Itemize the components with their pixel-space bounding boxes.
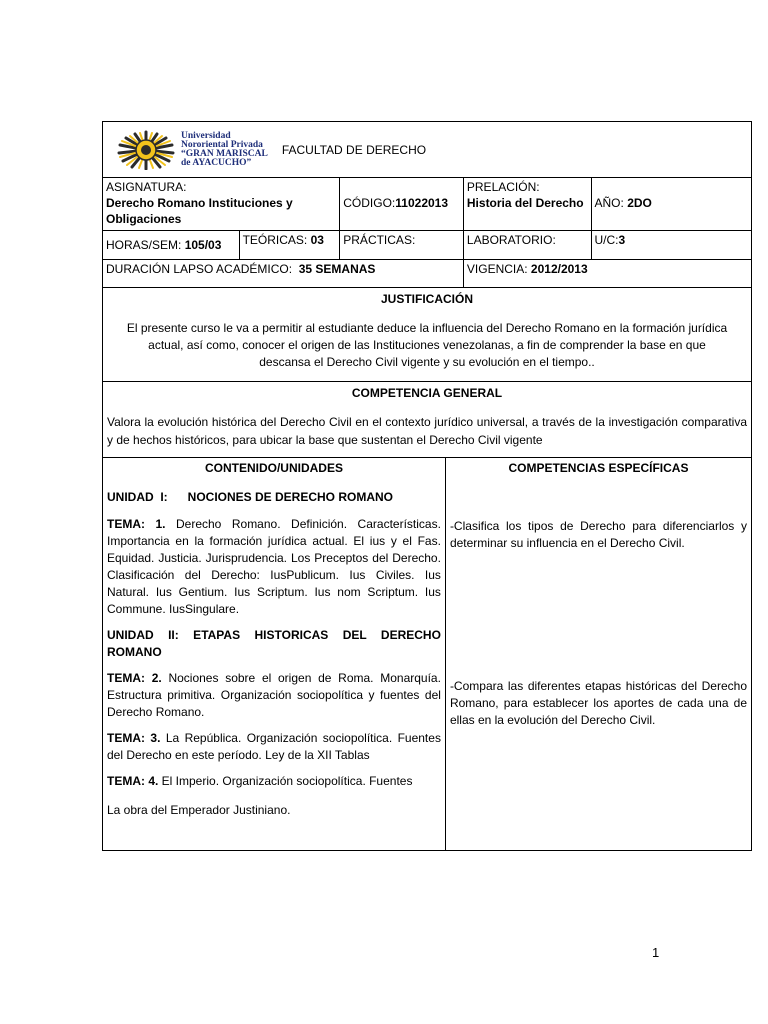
topic-1 (107, 516, 441, 618)
duracion-cell (103, 260, 463, 287)
duration-row (102, 259, 752, 287)
uc-cell (591, 231, 752, 259)
uc-label: U/C: (594, 233, 619, 247)
justification-cell (103, 288, 751, 381)
specific-competences-title: COMPETENCIAS ESPECÍFICAS (508, 461, 689, 475)
content-units-title: CONTENIDO/UNIDADES (204, 461, 343, 475)
teoricas-value: 03 (310, 233, 324, 247)
topic-1-text: Derecho Romano. Definición. Características. Importancia en la formación jurídica actual. El ius y el Fas. Equidad. Justicia. Jurisprudencia. Los Preceptos del Derecho. Clasificación del Derecho: IusPublicum. Ius Civiles. Ius Natural. Ius Gentium. Ius Scriptum. Ius nom Scriptum. Ius Commune. IusSingulare. (107, 517, 441, 616)
codigo-value: 11022013 (395, 196, 449, 210)
justification-line: descansa el Derecho Civil vigente y su evolución en el tiempo.. (259, 355, 595, 369)
topic-2-label: TEMA: 2. (107, 671, 162, 685)
topic-2-text: Nociones sobre el origen de Roma. Monarquía. Estructura primitiva. Organización sociopolítica y fuentes del Derecho Romano. (107, 671, 441, 719)
duracion-label: DURACIÓN LAPSO ACADÉMICO: (106, 262, 293, 276)
uc-value: 3 (618, 233, 626, 247)
justification-section (102, 287, 752, 381)
topic-2 (107, 670, 441, 721)
content-section (102, 457, 752, 851)
ano-value: 2DO (627, 196, 652, 210)
topic-3 (107, 730, 441, 764)
ano-label: AÑO: (594, 196, 624, 210)
justification-title: JUSTIFICACIÓN (380, 292, 473, 306)
asignatura-label: ASIGNATURA: (106, 180, 187, 194)
specific-competence-1: -Clasifica los tipos de Derecho para diferenciarlos y determinar su influencia en el Derecho Civil. (449, 519, 747, 550)
practicas-cell (339, 231, 463, 259)
prelacion-value: Historia del Derecho (466, 196, 584, 210)
vigencia-value: 2012/2013 (530, 262, 588, 276)
horas-label: HORAS/SEM: (106, 238, 182, 252)
laboratorio-cell (463, 231, 591, 259)
codigo-label: CÓDIGO: (343, 196, 396, 210)
codigo-cell (339, 178, 463, 230)
logo-text (181, 132, 268, 168)
general-competence-title: COMPETENCIA GENERAL (351, 386, 503, 400)
topic-4-label: TEMA: 4. (107, 774, 159, 788)
sun-emblem-icon (115, 130, 177, 170)
specific-competence-2: -Compara las diferentes etapas históricas del Derecho Romano, para establecer los aportes de cada una de ellas en la evolución del Derecho Civil. (449, 679, 747, 727)
justification-line: El presente curso le va a permitir al estudiante deduce la influencia del Derecho Romano en la formación jurídica (126, 321, 728, 335)
asignatura-cell (103, 178, 339, 230)
asignatura-value: Derecho Romano Instituciones y Obligaciones (106, 196, 293, 226)
general-competence-text: Valora la evolución histórica del Derecho Civil en el contexto jurídico universal, a través de la investigación comparativa y de hechos históricos, para ubicar la base que sustentan el Derecho Civil vigente (107, 415, 747, 447)
topic-4 (107, 773, 441, 790)
unit-1-title: UNIDAD I: NOCIONES DE DERECHO ROMANO (107, 490, 394, 504)
topic-3-label: TEMA: 3. (107, 731, 161, 745)
practicas-label: PRÁCTICAS: (343, 233, 416, 247)
laboratorio-label: LABORATORIO: (466, 233, 556, 247)
page-number: 1 (652, 945, 660, 960)
logo-line: “GRAN MARISCAL (181, 148, 268, 159)
vigencia-label: VIGENCIA: (466, 262, 528, 276)
justification-line: actual, así como, conocer el origen de las Instituciones venezolanas, a fin de comprender la base en que (148, 338, 706, 352)
topic-4-text: El Imperio. Organización sociopolítica. Fuentes (158, 774, 413, 788)
teoricas-label: TEÓRICAS: (242, 233, 308, 247)
logo-line: Universidad (181, 130, 231, 141)
topic-1-label: TEMA: 1. (107, 517, 166, 531)
teoricas-cell (239, 231, 340, 259)
unit-2-title: UNIDAD II: ETAPAS HISTORICAS DEL DERECHO ROMANO (107, 628, 441, 659)
horas-cell (103, 231, 239, 259)
topic-4-extra: La obra del Emperador Justiniano. (107, 803, 291, 817)
syllabus-table (102, 121, 752, 851)
duracion-value: 35 SEMANAS (298, 262, 376, 276)
hours-row (102, 230, 752, 259)
ano-cell (591, 178, 752, 230)
logo-line: Nororiental Privada (181, 139, 263, 150)
horas-value: 105/03 (184, 238, 222, 252)
content-units-column (103, 458, 445, 850)
prelacion-label: PRELACIÓN: (466, 180, 540, 194)
general-competence-section (102, 381, 752, 457)
topic-3-text: La República. Organización sociopolítica. Fuentes del Derecho en este período. Ley de la XII Tablas (107, 731, 441, 762)
prelacion-cell (463, 178, 591, 230)
subject-row (102, 177, 752, 230)
university-logo (115, 130, 268, 170)
logo-line: de AYACUCHO” (181, 157, 252, 168)
faculty-title: FACULTAD DE DERECHO (281, 142, 427, 157)
header-row (102, 121, 752, 177)
specific-competences-column (445, 458, 751, 850)
vigencia-cell (463, 260, 751, 287)
general-competence-cell (103, 382, 751, 457)
